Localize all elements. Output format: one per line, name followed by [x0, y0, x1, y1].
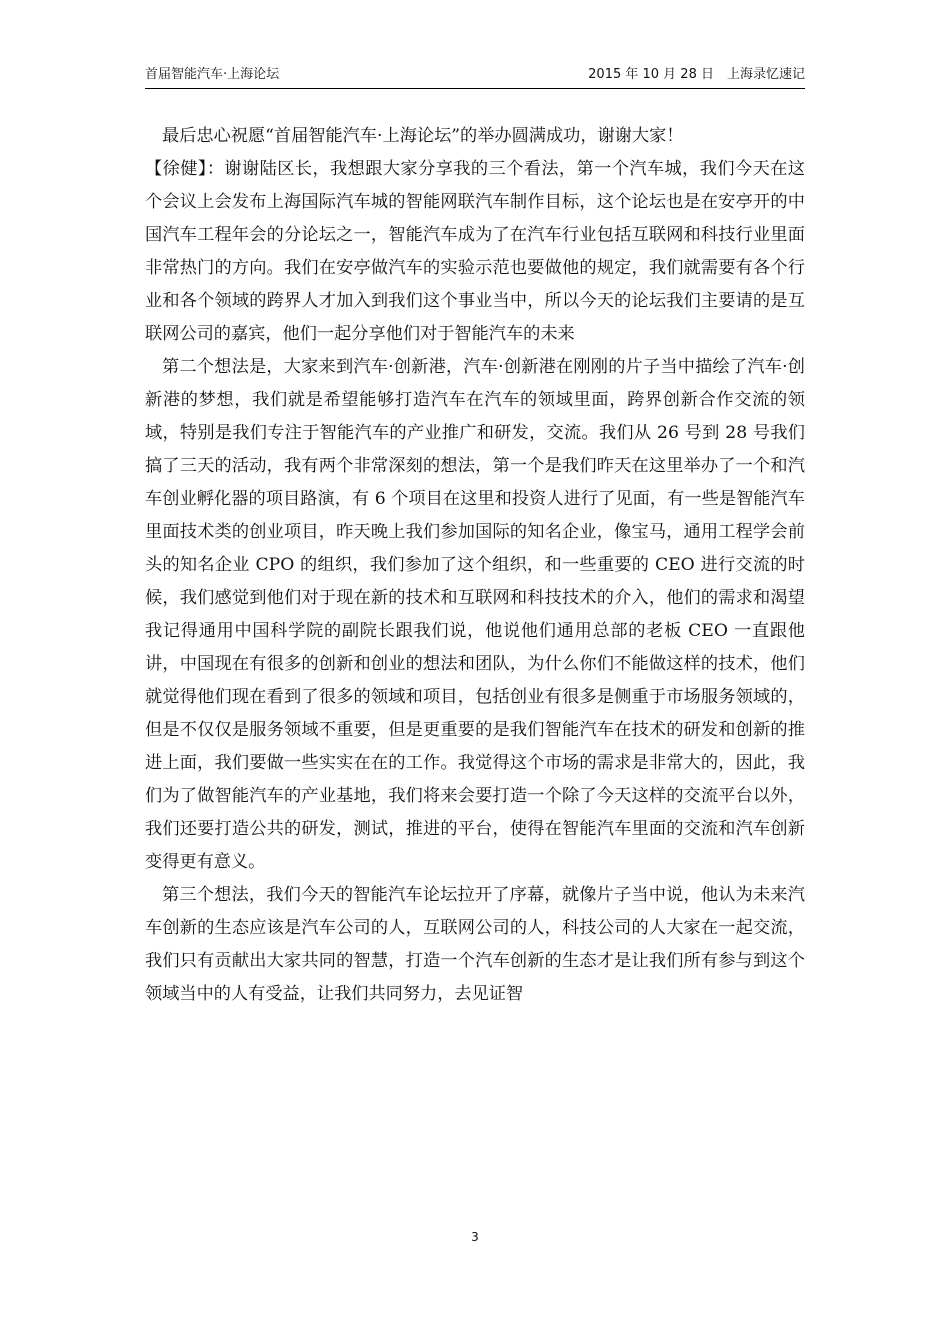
page-header	[145, 66, 805, 89]
third-idea-paragraph: 第三个想法，我们今天的智能汽车论坛拉开了序幕，就像片子当中说，他认为未来汽车创新的生态应该是汽车公司的人，互联网公司的人，科技公司的人大家在一起交流，我们只有贡献出大家共同的智慧，打造一个汽车创新的生态才是让我们所有参与到这个领域当中的人有受益，让我们共同努力，去见证智	[145, 885, 805, 1004]
closing-wish-paragraph: 最后忠心祝愿“首届智能汽车·上海论坛”的举办圆满成功，谢谢大家！	[162, 126, 684, 146]
page-number: 3	[471, 1230, 479, 1244]
speaker-xu-jian-paragraph: 【徐健】：谢谢陆区长，我想跟大家分享我的三个看法，第一个汽车城，我们今天在这个会议上会发布上海国际汽车城的智能网联汽车制作目标，这个论坛也是在安亭开的中国汽车工程年会的分论坛之一，智能汽车成为了在汽车行业包括互联网和科技行业里面非常热门的方向。我们在安亭做汽车的实验示范也要做他的规定，我们就需要有各个行业和各个领域的跨界人才加入到我们这个事业当中，所以今天的论坛我们主要请的是互联网公司的嘉宾，他们一起分享他们对于智能汽车的未来	[145, 159, 805, 344]
header-date-source: 2015 年 10 月 28 日 上海录忆速记	[588, 67, 805, 82]
document-body	[145, 120, 805, 1011]
header-forum-title: 首届智能汽车·上海论坛	[145, 67, 280, 82]
second-idea-paragraph: 第二个想法是，大家来到汽车·创新港，汽车·创新港在刚刚的片子当中描绘了汽车·创新港的梦想，我们就是希望能够打造汽车在汽车的领域里面，跨界创新合作交流的领域，特别是我们专注于智能汽车的产业推广和研发，交流。我们从 26 号到 28 号我们搞了三天的活动，我有两个非常深刻的想法，第一个是我们昨天在这里举办了一个和汽车创业孵化器的项目路演，有 6 个项目在这里和投资人进行了见面，有一些是智能汽车里面技术类的创业项目，昨天晚上我们参加国际的知名企业，像宝马，通用工程学会前头的知名企业 CPO 的组织，我们参加了这个组织，和一些重要的 CEO 进行交流的时候，我们感觉到他们对于现在新的技术和互联网和科技技术的介入，他们的需求和渴望我记得通用中国科学院的副院长跟我们说，他说他们通用总部的老板 CEO 一直跟他讲，中国现在有很多的创新和创业的想法和团队，为什么你们不能做这样的技术，他们就觉得他们现在看到了很多的领域和项目，包括创业有很多是侧重于市场服务领域的，但是不仅仅是服务领域不重要，但是更重要的是我们智能汽车在技术的研发和创新的推进上面，我们要做一些实实在在的工作。我觉得这个市场的需求是非常大的，因此，我们为了做智能汽车的产业基地，我们将来会要打造一个除了今天这样的交流平台以外，我们还要打造公共的研发，测试，推进的平台，使得在智能汽车里面的交流和汽车创新变得更有意义。	[145, 357, 805, 872]
